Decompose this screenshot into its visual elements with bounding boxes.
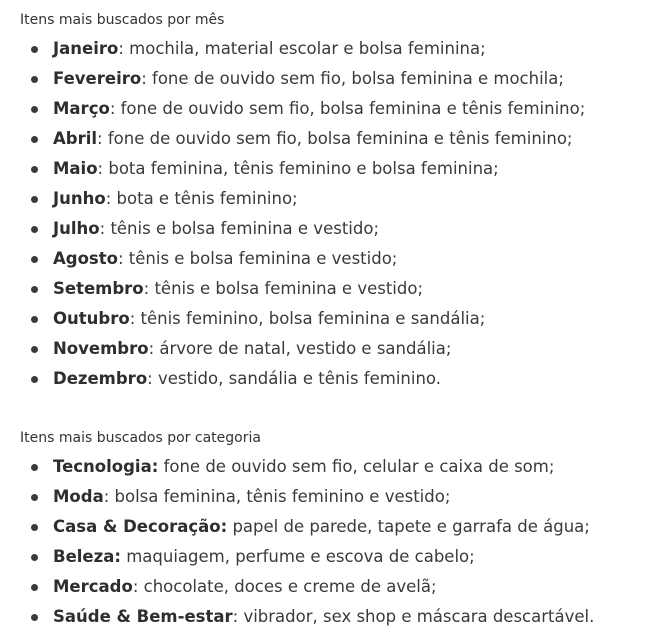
item-text: mochila, material escolar e bolsa feminina; xyxy=(129,39,486,58)
item-key: Julho xyxy=(53,219,100,238)
item-key: Beleza: xyxy=(53,547,121,566)
bullet-icon xyxy=(31,524,38,531)
list-item xyxy=(20,482,669,512)
bullet-icon xyxy=(31,256,38,263)
section-months xyxy=(20,10,669,394)
list-item xyxy=(20,34,669,64)
list-item xyxy=(20,334,669,364)
item-text: fone de ouvido sem fio, bolsa feminina e tênis feminino; xyxy=(107,129,573,148)
bullet-icon xyxy=(31,316,38,323)
bullet-icon xyxy=(31,106,38,113)
item-text: bolsa feminina, tênis feminino e vestido; xyxy=(114,487,451,506)
list-item xyxy=(20,304,669,334)
bullet-icon xyxy=(31,554,38,561)
bullet-icon xyxy=(31,196,38,203)
item-separator: : xyxy=(97,159,109,178)
item-text: vestido, sandália e tênis feminino. xyxy=(157,369,441,388)
list-item xyxy=(20,602,669,632)
bullet-icon xyxy=(31,494,38,501)
bullet-icon xyxy=(31,346,38,353)
item-text: fone de ouvido sem fio, bolsa feminina e mochila; xyxy=(152,69,564,88)
item-text: fone de ouvido sem fio, bolsa feminina e tênis feminino; xyxy=(120,99,586,118)
item-key: Mercado xyxy=(53,577,133,596)
item-separator: : xyxy=(232,607,244,626)
item-separator: : xyxy=(132,577,144,596)
section-heading: Itens mais buscados por mês xyxy=(20,12,225,28)
list-item xyxy=(20,542,669,572)
list-item xyxy=(20,154,669,184)
item-key: Dezembro xyxy=(53,369,148,388)
list-item xyxy=(20,94,669,124)
bullet-icon xyxy=(31,614,38,621)
item-text: tênis e bolsa feminina e vestido; xyxy=(154,279,424,298)
item-text: tênis feminino, bolsa feminina e sandália; xyxy=(140,309,486,328)
item-text: tênis e bolsa feminina e vestido; xyxy=(128,249,398,268)
item-separator: : xyxy=(118,39,130,58)
bullet-icon xyxy=(31,136,38,143)
item-key: Tecnologia: xyxy=(53,457,159,476)
list-item xyxy=(20,244,669,274)
item-separator: : xyxy=(97,129,108,148)
item-separator: : xyxy=(147,369,158,388)
item-text: vibrador, sex shop e máscara descartável. xyxy=(243,607,595,626)
section-categories xyxy=(20,428,669,632)
list-item xyxy=(20,274,669,304)
list-item xyxy=(20,452,669,482)
bullet-icon xyxy=(31,376,38,383)
item-key: Junho xyxy=(53,189,106,208)
item-separator: : xyxy=(148,339,160,358)
item-separator: : xyxy=(105,189,117,208)
list-item xyxy=(20,214,669,244)
bullet-icon xyxy=(31,286,38,293)
item-text: chocolate, doces e creme de avelã; xyxy=(143,577,437,596)
item-separator: : xyxy=(109,99,121,118)
item-separator: : xyxy=(129,309,141,328)
item-separator: : xyxy=(99,219,111,238)
list-item xyxy=(20,64,669,94)
item-separator: : xyxy=(141,69,153,88)
item-separator: : xyxy=(143,279,155,298)
item-key: Outubro xyxy=(53,309,130,328)
bullet-icon xyxy=(31,76,38,83)
item-key: Maio xyxy=(53,159,98,178)
bullet-icon xyxy=(31,464,38,471)
item-text: bota e tênis feminino; xyxy=(116,189,298,208)
item-text: papel de parede, tapete e garrafa de água; xyxy=(232,517,590,536)
list-item xyxy=(20,364,669,394)
item-key: Agosto xyxy=(53,249,118,268)
item-key: Casa & Decoração: xyxy=(53,517,228,536)
item-key: Abril xyxy=(53,129,98,148)
item-text: bota feminina, tênis feminino e bolsa feminina; xyxy=(108,159,499,178)
item-text: tênis e bolsa feminina e vestido; xyxy=(110,219,380,238)
list-item xyxy=(20,572,669,602)
item-separator: : xyxy=(117,249,129,268)
item-key: Saúde & Bem-estar xyxy=(53,607,233,626)
item-key: Março xyxy=(53,99,110,118)
bullet-icon xyxy=(31,584,38,591)
item-text: árvore de natal, vestido e sandália; xyxy=(159,339,452,358)
item-key: Setembro xyxy=(53,279,144,298)
section-heading: Itens mais buscados por categoria xyxy=(20,430,261,446)
bullet-icon xyxy=(31,226,38,233)
list-item xyxy=(20,184,669,214)
item-separator: : xyxy=(103,487,115,506)
bullet-icon xyxy=(31,166,38,173)
list-item xyxy=(20,124,669,154)
months-list xyxy=(20,34,669,394)
categories-list xyxy=(20,452,669,632)
item-text: fone de ouvido sem fio, celular e caixa de som; xyxy=(163,457,555,476)
item-key: Novembro xyxy=(53,339,149,358)
item-text: maquiagem, perfume e escova de cabelo; xyxy=(126,547,475,566)
item-key: Moda xyxy=(53,487,104,506)
bullet-icon xyxy=(31,46,38,53)
item-key: Fevereiro xyxy=(53,69,142,88)
list-item xyxy=(20,512,669,542)
item-key: Janeiro xyxy=(53,39,119,58)
